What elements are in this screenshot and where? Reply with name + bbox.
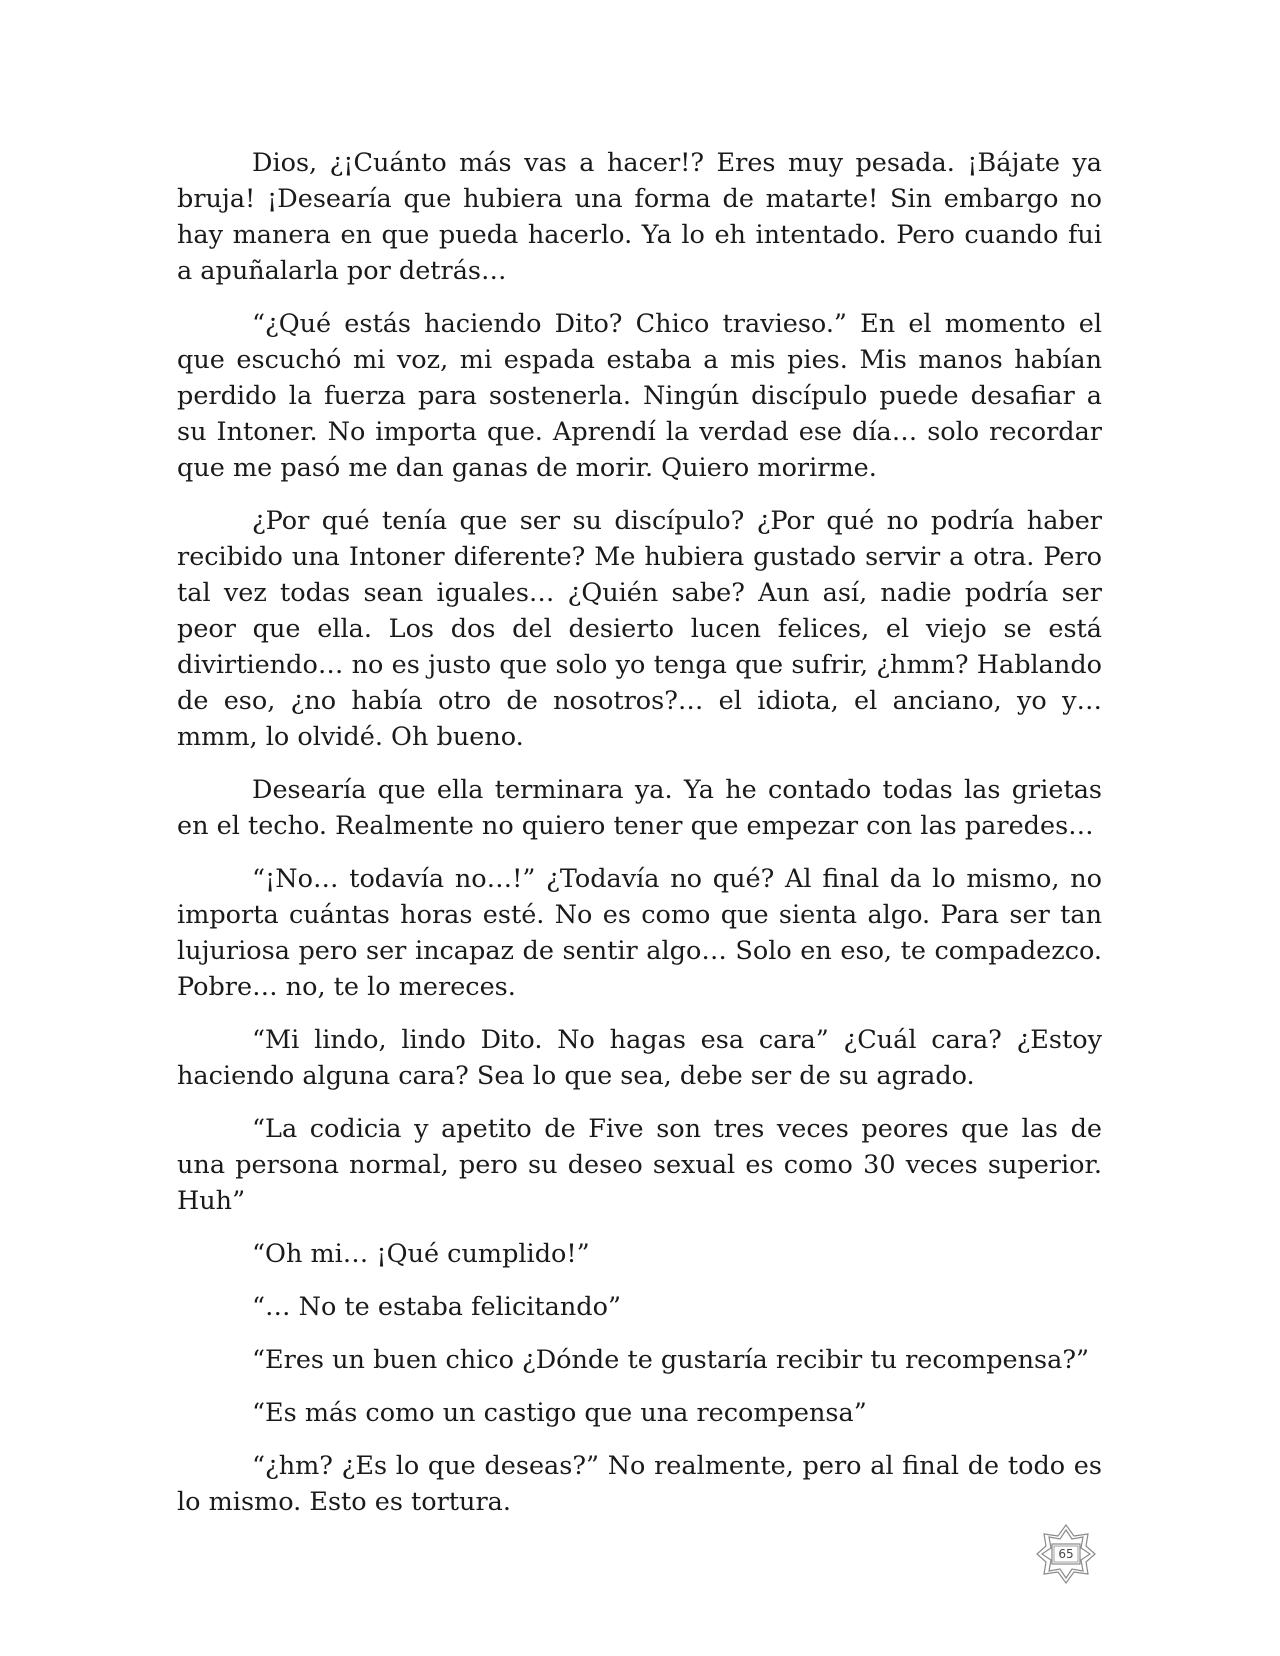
body-text: [177, 145, 1102, 1537]
paragraph: Dios, ¿¡Cuánto más vas a hacer!? Eres muy pesada. ¡Bájate ya bruja! ¡Desearía que hubiera una forma de matarte! Sin embargo no hay manera en que pueda hacerlo. Ya lo eh intentado. Pero cuando fui a apuñalarla por detrás…: [177, 148, 1102, 286]
paragraph: “Mi lindo, lindo Dito. No hagas esa cara” ¿Cuál cara? ¿Estoy haciendo alguna cara? Sea lo que sea, debe ser de su agrado.: [177, 1025, 1102, 1091]
paragraph: “¿hm? ¿Es lo que deseas?” No realmente, pero al final de todo es lo mismo. Esto es tortura.: [177, 1451, 1102, 1517]
paragraph: ¿Por qué tenía que ser su discípulo? ¿Por qué no podría haber recibido una Intoner diferente? Me hubiera gustado servir a otra. Pero tal vez todas sean iguales… ¿Quién sabe? Aun así, nadie podría ser peor que ella. Los dos del desierto lucen felices, el viejo se está divirtiendo… no es justo que solo yo tenga que sufrir, ¿hmm? Hablando de eso, ¿no había otro de nosotros?… el idiota, el anciano, yo y… mmm, lo olvidé. Oh bueno.: [177, 506, 1102, 752]
paragraph: “¿Qué estás haciendo Dito? Chico travieso.” En el momento el que escuchó mi voz, mi espada estaba a mis pies. Mis manos habían perdido la fuerza para sostenerla. Ningún discípulo puede desafiar a su Intoner. No importa que. Aprendí la verdad ese día… solo recordar que me pasó me dan ganas de morir. Quiero morirme.: [177, 309, 1102, 483]
paragraph: “La codicia y apetito de Five son tres veces peores que las de una persona normal, pero su deseo sexual es como 30 veces superior. Huh”: [177, 1114, 1102, 1216]
paragraph: “Oh mi… ¡Qué cumplido!”: [252, 1239, 590, 1269]
paragraph: “Eres un buen chico ¿Dónde te gustaría recibir tu recompensa?”: [252, 1345, 1090, 1375]
page-number-badge: [1034, 1522, 1098, 1586]
paragraph: “Es más como un castigo que una recompensa”: [252, 1398, 867, 1428]
paragraph: “¡No… todavía no…!” ¿Todavía no qué? Al final da lo mismo, no importa cuántas horas esté. No es como que sienta algo. Para ser tan lujuriosa pero ser incapaz de sentir algo… Solo en eso, te compadezco. Pobre… no, te lo mereces.: [177, 864, 1102, 1002]
paragraph: “… No te estaba felicitando”: [252, 1292, 621, 1322]
paragraph: Desearía que ella terminara ya. Ya he contado todas las grietas en el techo. Realmente no quiero tener que empezar con las paredes…: [177, 775, 1102, 841]
page-number: 65: [1058, 1547, 1074, 1561]
